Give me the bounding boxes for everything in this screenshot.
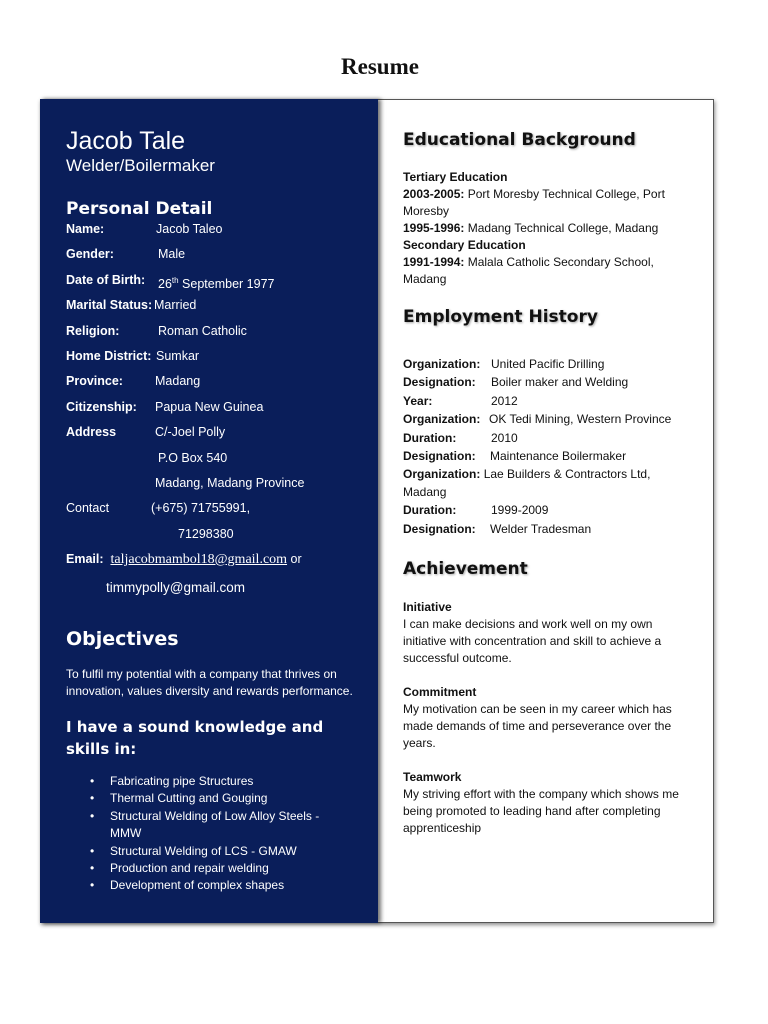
- detail-label: Name:: [66, 222, 105, 236]
- achievement-item: [403, 769, 693, 837]
- detail-row-contact: [66, 496, 366, 521]
- skill-text: Structural Welding of LCS - GMAW: [110, 843, 297, 858]
- employment-row: [403, 520, 693, 538]
- list-item: [90, 808, 350, 843]
- bullet-icon: •: [90, 861, 95, 876]
- detail-row-marital-status: [66, 293, 366, 318]
- email-label: Email:: [66, 552, 104, 566]
- employment-label: Organization:: [403, 357, 481, 371]
- objectives-text: To fulfil my potential with a company that thrives on innovation, values diversity and rewards performance.: [66, 667, 353, 698]
- detail-value: Jacob Taleo: [156, 222, 223, 236]
- bullet-icon: •: [90, 878, 95, 893]
- employment-value: United Pacific Drilling: [491, 357, 605, 371]
- employment-value: Welder Tradesman: [490, 521, 592, 536]
- objectives-heading: Objectives: [66, 628, 179, 650]
- achievement-item: [403, 599, 693, 667]
- education-years: 1995-1996:: [403, 221, 465, 235]
- detail-label: Religion:: [66, 323, 120, 338]
- detail-value: Madang: [155, 374, 201, 389]
- detail-row-province: [66, 369, 366, 394]
- detail-value: (+675) 71755991,: [151, 501, 251, 516]
- detail-value: P.O Box 540: [158, 450, 228, 465]
- bullet-icon: •: [90, 843, 95, 858]
- detail-row-citizenship: [66, 395, 366, 420]
- candidate-role: Welder/Boilermaker: [66, 156, 215, 175]
- skills-heading: I have a sound knowledge and skills in:: [66, 718, 324, 758]
- email-secondary: timmypolly@gmail.com: [106, 580, 245, 595]
- dob-suffix: th: [171, 275, 179, 285]
- dob-rest: September 1977: [178, 276, 275, 291]
- employment-list: [403, 355, 693, 538]
- detail-label: Contact: [66, 501, 110, 516]
- detail-row-address-line2: [66, 446, 366, 471]
- skill-text: Production and repair welding: [110, 861, 269, 876]
- detail-value: 71298380: [178, 526, 234, 541]
- achievement-title: Initiative: [403, 600, 452, 614]
- education-school: Malala Catholic Secondary School, Madang: [403, 255, 654, 286]
- personal-detail-list: [66, 217, 366, 547]
- detail-row-religion: [66, 319, 366, 344]
- employment-value: Maintenance Boilermaker: [490, 448, 627, 463]
- employment-value: Lae Builders & Contractors Ltd, Madang: [403, 467, 651, 500]
- detail-label: Gender:: [66, 247, 114, 262]
- education-entry: [403, 254, 693, 288]
- employment-value: 2010: [491, 430, 518, 445]
- education-list: [403, 169, 693, 288]
- tertiary-label: Tertiary Education: [403, 170, 508, 184]
- bullet-icon: •: [90, 774, 95, 788]
- candidate-name: Jacob Tale: [66, 127, 186, 155]
- detail-row-contact-line2: [66, 522, 366, 547]
- employment-label: Designation:: [403, 448, 476, 463]
- bullet-icon: •: [90, 808, 95, 823]
- detail-label: Citizenship:: [66, 399, 137, 414]
- employment-label: Designation:: [403, 375, 476, 390]
- education-years: 2003-2005:: [403, 187, 465, 201]
- achievement-heading: Achievement: [403, 559, 528, 579]
- skill-text: Thermal Cutting and Gouging: [110, 791, 268, 806]
- detail-row-address: [66, 420, 366, 445]
- education-school: Port Moresby Technical College, Port Moresby: [403, 187, 665, 218]
- email-joiner: or: [287, 552, 302, 566]
- detail-row-name: [66, 217, 366, 242]
- email-link-primary[interactable]: taljacobmambol18@gmail.com: [110, 552, 288, 567]
- list-item: [90, 843, 350, 860]
- achievement-text: My striving effort with the company which shows me being promoted to leading hand after completing apprenticeship: [403, 787, 679, 835]
- employment-label: Organization:: [403, 412, 481, 427]
- employment-row: [403, 501, 693, 519]
- education-entry: [403, 220, 693, 237]
- skill-text: Structural Welding of Low Alloy Steels - MMW: [110, 808, 320, 841]
- personal-detail-heading: Personal Detail: [66, 199, 213, 219]
- education-heading: Educational Background: [403, 130, 636, 150]
- employment-label: Duration:: [403, 503, 457, 518]
- detail-label: Home District:: [66, 348, 152, 363]
- employment-row: [403, 410, 693, 428]
- employment-label: Duration:: [403, 430, 457, 445]
- employment-row: [403, 355, 693, 373]
- employment-label: Designation:: [403, 521, 476, 536]
- achievement-item: [403, 684, 693, 752]
- detail-value: Madang, Madang Province: [155, 475, 305, 490]
- employment-heading: Employment History: [403, 307, 598, 327]
- detail-value: Male: [158, 247, 186, 262]
- employment-row: [403, 373, 693, 391]
- employment-value: 2012: [491, 393, 518, 408]
- achievement-title: Commitment: [403, 685, 477, 699]
- left-column: [40, 99, 378, 923]
- email-row: [66, 552, 302, 568]
- employment-row: [403, 465, 693, 501]
- education-school: Madang Technical College, Madang: [464, 221, 659, 235]
- employment-row: [403, 429, 693, 447]
- dob-day: 26: [158, 276, 172, 291]
- bullet-icon: •: [90, 791, 95, 806]
- employment-value: OK Tedi Mining, Western Province: [489, 412, 672, 427]
- detail-label: Date of Birth:: [66, 272, 146, 287]
- employment-label: Year:: [403, 393, 433, 408]
- achievement-title: Teamwork: [403, 770, 462, 784]
- detail-row-address-line3: [66, 471, 366, 496]
- education-years: 1991-1994:: [403, 255, 465, 269]
- skills-list: [90, 773, 350, 895]
- detail-row-home-district: [66, 344, 366, 369]
- list-item: [90, 773, 350, 790]
- achievement-text: I can make decisions and work well on my own initiative with concentration and skill to achieve a successful outcome.: [403, 617, 662, 665]
- detail-value: Married: [154, 298, 197, 313]
- employment-value: Boiler maker and Welding: [491, 375, 629, 390]
- detail-value: Roman Catholic: [158, 323, 247, 338]
- employment-value: 1999-2009: [491, 503, 549, 518]
- detail-label: Province:: [66, 374, 123, 389]
- employment-row: [403, 392, 693, 410]
- employment-label: Organization:: [403, 467, 481, 482]
- education-entry: [403, 186, 693, 220]
- detail-label: Marital Status:: [66, 298, 153, 313]
- detail-value: C/-Joel Polly: [155, 425, 226, 440]
- detail-value: Papua New Guinea: [155, 399, 264, 414]
- skill-text: Fabricating pipe Structures: [110, 774, 254, 788]
- employment-row: [403, 447, 693, 465]
- secondary-label: Secondary Education: [403, 238, 526, 252]
- detail-row-dob: [66, 268, 366, 293]
- list-item: [90, 790, 350, 807]
- list-item: [90, 860, 350, 877]
- detail-value: Sumkar: [156, 348, 200, 363]
- detail-row-gender: [66, 242, 366, 267]
- skill-text: Development of complex shapes: [110, 878, 285, 893]
- list-item: [90, 877, 350, 894]
- page-title: Resume: [341, 54, 419, 79]
- detail-label: Address: [66, 425, 117, 440]
- achievement-text: My motivation can be seen in my career which has made demands of time and perseverance over the years.: [403, 702, 672, 750]
